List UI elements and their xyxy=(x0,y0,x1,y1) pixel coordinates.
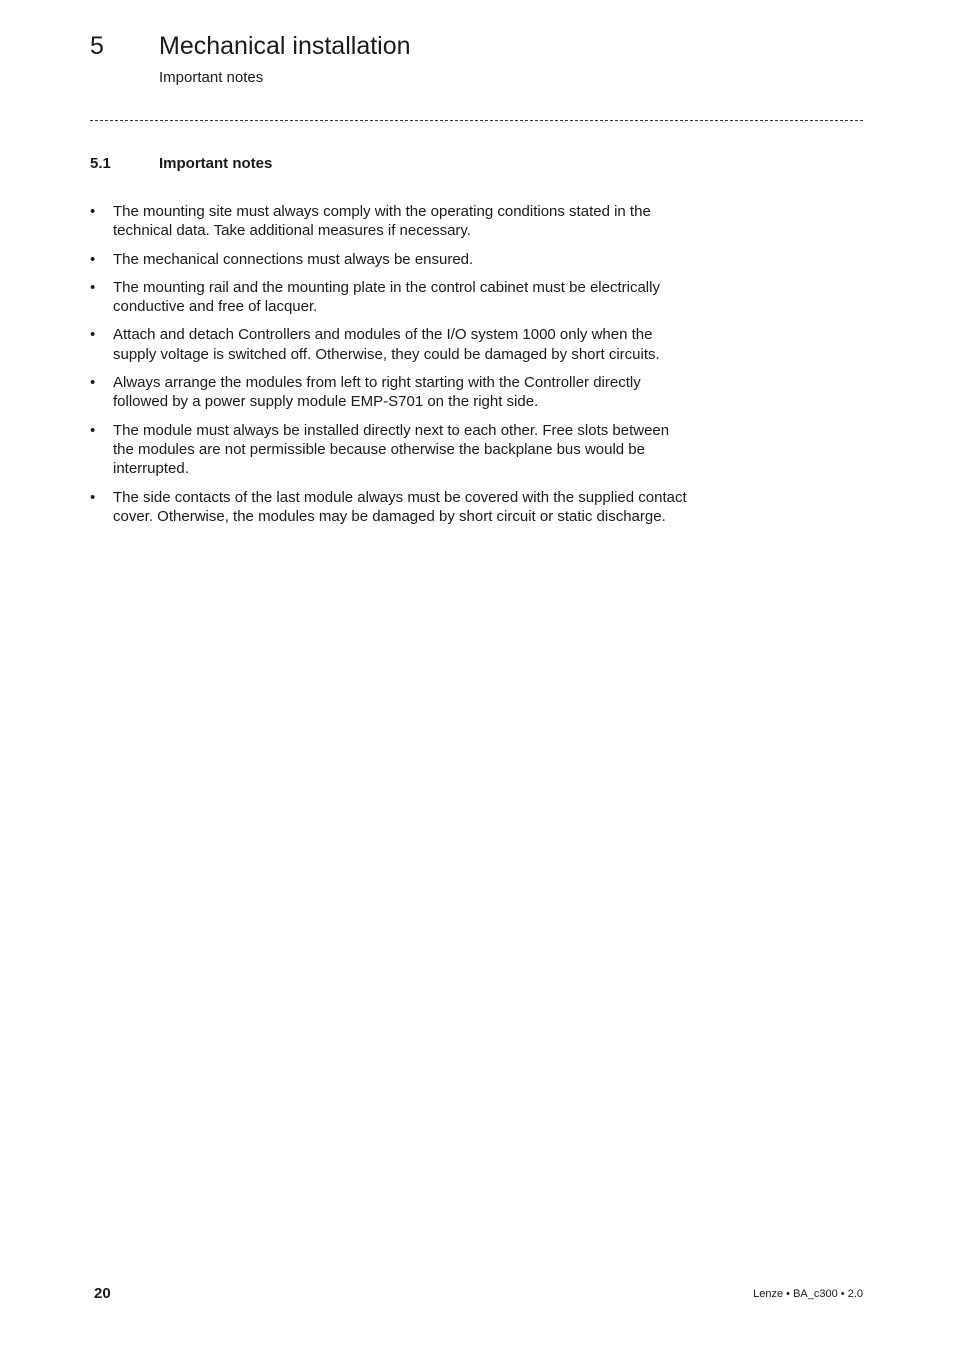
note-text: The mounting rail and the mounting plate in the control cabinet must be electrically conductive and free of lacquer. xyxy=(113,278,660,316)
bullet-icon: • xyxy=(90,374,96,392)
note-text: The side contacts of the last module always must be covered with the supplied contact cover. Otherwise, the modules may be damaged by short circuit or static discharge. xyxy=(113,488,687,525)
bullet-icon: • xyxy=(90,250,96,268)
note-text: Always arrange the modules from left to right starting with the Controller directly followed by a power supply module EMP-S701 on the right side. xyxy=(113,374,641,411)
page-number: 20 xyxy=(94,1285,111,1302)
bullet-icon: • xyxy=(90,278,96,296)
chapter-subtitle: Important notes xyxy=(159,69,264,86)
section-title: Important notes xyxy=(159,155,273,172)
bullet-icon: • xyxy=(90,488,96,506)
chapter-number: 5 xyxy=(90,32,104,60)
bullet-icon: • xyxy=(90,421,96,439)
note-item xyxy=(90,250,690,269)
note-text: The mechanical connections must always be ensured. xyxy=(113,250,474,268)
note-item xyxy=(90,488,690,527)
bullet-icon: • xyxy=(90,326,96,344)
bullet-icon: • xyxy=(90,203,96,220)
document-reference: Lenze • BA_c300 • 2.0 xyxy=(753,1288,863,1300)
note-item xyxy=(90,373,690,412)
chapter-title: Mechanical installation xyxy=(159,32,411,60)
note-item xyxy=(90,325,690,364)
note-item xyxy=(90,202,690,241)
note-text: Attach and detach Controllers and modules of the I/O system 1000 only when the supply voltage is switched off. Otherwise, they could be damaged by short circuits. xyxy=(113,326,660,363)
note-item xyxy=(90,421,690,479)
section-number: 5.1 xyxy=(90,155,111,172)
note-text: The mounting site must always comply with the operating conditions stated in the technical data. Take additional measures if necessary. xyxy=(113,203,651,240)
dashed-divider xyxy=(90,120,863,121)
notes-list xyxy=(90,202,690,535)
note-text: The module must always be installed directly next to each other. Free slots between the modules are not permissible because otherwise the backplane bus would be interrupted. xyxy=(113,421,670,478)
note-item xyxy=(90,278,690,317)
